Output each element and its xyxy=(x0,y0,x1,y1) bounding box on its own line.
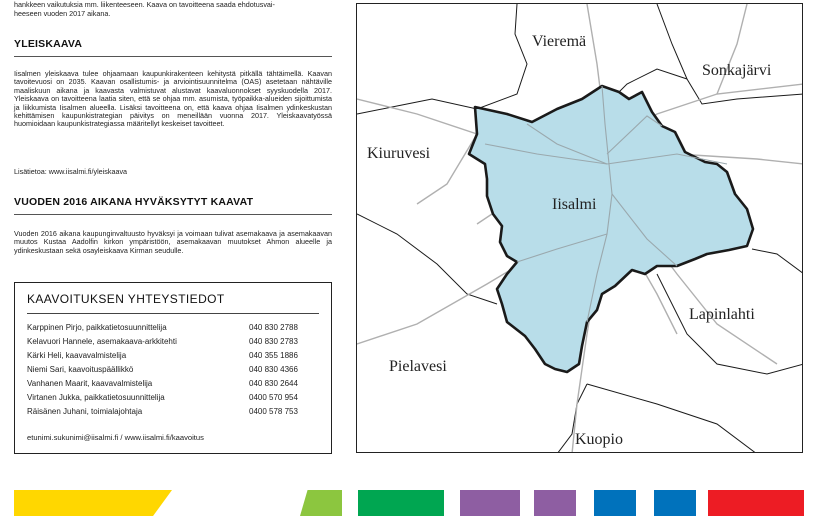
contact-phone[interactable]: 040 355 1886 xyxy=(249,351,298,360)
map-label-vierema: Vieremä xyxy=(532,33,587,50)
iisalmi-area[interactable] xyxy=(469,86,753,372)
yleiskaava-heading: YLEISKAAVA xyxy=(14,38,83,50)
map-label-lapinlahti: Lapinlahti xyxy=(689,306,755,323)
hyvaksytyt-heading: VUODEN 2016 AIKANA HYVÄKSYTYT KAAVAT xyxy=(14,196,254,208)
map-label-kiuruvesi: Kiuruvesi xyxy=(367,145,431,162)
contact-row xyxy=(27,337,319,351)
contact-phone[interactable]: 040 830 2783 xyxy=(249,337,298,346)
contact-phone[interactable]: 040 830 2644 xyxy=(249,379,298,388)
contact-name: Kelavuori Hannele, asemakaava-arkkitehti xyxy=(27,337,177,346)
contact-box xyxy=(14,282,332,454)
contact-email-web[interactable]: etunimi.sukunimi@iisalmi.fi / www.iisalmi.fi/kaavoitus xyxy=(27,433,204,442)
contact-phone[interactable]: 0400 578 753 xyxy=(249,407,298,416)
contact-row xyxy=(27,365,319,379)
hyvaksytyt-divider xyxy=(14,214,332,215)
contact-phone[interactable]: 040 830 4366 xyxy=(249,365,298,374)
color-bar-red xyxy=(708,490,804,516)
contact-row xyxy=(27,323,319,337)
contact-name: Niemi Sari, kaavoituspäällikkö xyxy=(27,365,134,374)
color-bar-purple-2 xyxy=(534,490,576,516)
contact-phone[interactable]: 040 830 2788 xyxy=(249,323,298,332)
contact-title: KAAVOITUKSEN YHTEYSTIEDOT xyxy=(27,292,225,306)
color-bar-yellow xyxy=(14,490,172,516)
intro-line-1: hankkeen vaikutuksia mm. liikenteeseen. Kaava on tavoitteena saada ehdotusvai- xyxy=(14,0,275,9)
map-svg xyxy=(357,4,803,453)
color-bar-green xyxy=(358,490,444,516)
color-bar-purple-1 xyxy=(460,490,520,516)
region-map xyxy=(356,3,803,453)
yleiskaava-paragraph: Iisalmen yleiskaava tulee ohjaamaan kaupunkirakenteen kehitystä pitkällä tähtäimellä. Kaavan tavoitevuosi on 2035. Kaavan osallistumis- ja arviointisuunnitelma (OAS) asetetaan nähtäville maaliskuun aikana ja kaavasta valmistuvat alustavat kaavaluonnokset syyskuodella 2017. Yleiskaava on tavoitteena laatia siten, että se ohjaa mm. asumista, työpaikka-alueiden sijoittumista ja liikkumista Iisalmen alueella. Lisäksi tavoitteena on, että kaava ohjaa Iisalmen ydinkeskustan kehittämisen kaupunkistrategian päivitys on meneillään vuonna 2017. Yleiskaavatyössä huomioidaan kaupunkistrategiassa määritellyt keskeiset tavoitteet. xyxy=(14,69,332,129)
intro-text xyxy=(14,0,332,18)
intro-line-2: heeseen vuoden 2017 aikana. xyxy=(14,9,111,18)
contact-phone[interactable]: 0400 570 954 xyxy=(249,393,298,402)
map-label-kuopio: Kuopio xyxy=(575,431,623,448)
contact-name: Vanhanen Maarit, kaavavalmistelija xyxy=(27,379,153,388)
contact-row xyxy=(27,351,319,365)
contact-name: Karppinen Pirjo, paikkatietosuunnittelija xyxy=(27,323,167,332)
color-bar-blue-2 xyxy=(654,490,696,516)
map-label-sonkajarvi: Sonkajärvi xyxy=(702,62,772,79)
map-label-pielavesi: Pielavesi xyxy=(389,358,447,375)
hyvaksytyt-paragraph: Vuoden 2016 aikana kaupunginvaltuusto hyväksyi ja voimaan tulivat asemakaava ja asemakaavan muutos Kustaa Aadolfin kirkon ympäristöön, asemakaavan muutokset Ahmon alueelle ja ydinkeskustaan sekä osayleiskaava Kirman seudulle. xyxy=(14,229,332,255)
color-bar-lightgreen xyxy=(300,490,342,516)
contact-row xyxy=(27,379,319,393)
contact-divider xyxy=(27,313,319,314)
yleiskaava-link[interactable]: Lisätietoa: www.iisalmi.fi/yleiskaava xyxy=(14,167,128,176)
contact-row xyxy=(27,407,319,421)
yleiskaava-divider xyxy=(14,56,332,57)
map-label-iisalmi: Iisalmi xyxy=(552,196,597,213)
color-bar-blue-1 xyxy=(594,490,636,516)
contact-name: Kärki Heli, kaavavalmistelija xyxy=(27,351,127,360)
contact-name: Räisänen Juhani, toimialajohtaja xyxy=(27,407,143,416)
contact-name: Virtanen Jukka, paikkatietosuunnittelija xyxy=(27,393,165,402)
contact-row xyxy=(27,393,319,407)
